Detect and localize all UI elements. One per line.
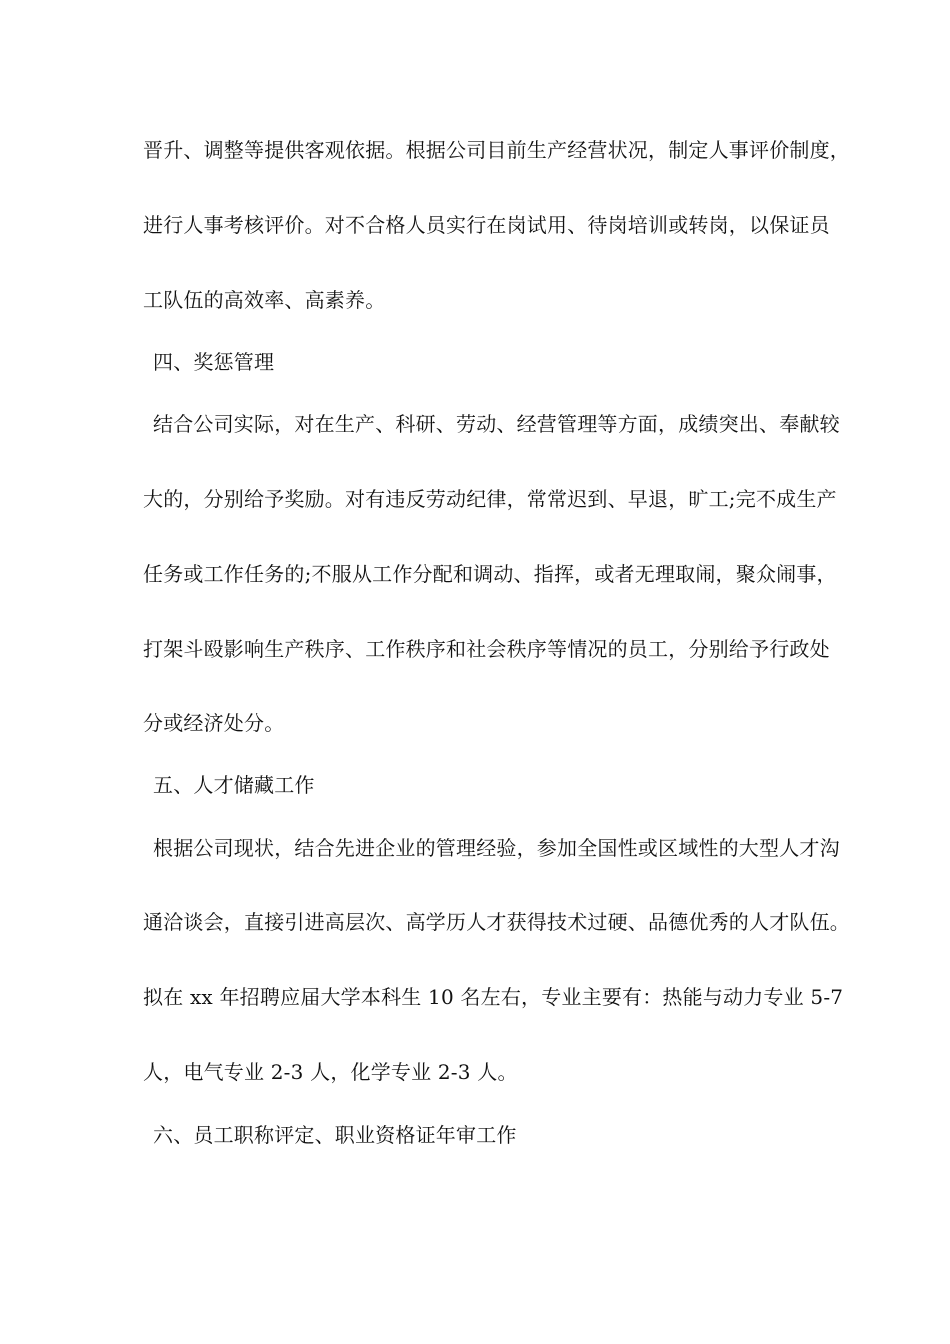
body-text-line: 拟在 xx 年招聘应届大学本科生 10 名左右，专业主要有：热能与动力专业 5-7	[143, 985, 844, 1009]
section-heading-4: 四、奖惩管理	[153, 350, 275, 374]
body-text-line: 根据公司现状，结合先进企业的管理经验，参加全国性或区域性的大型人才沟	[153, 836, 840, 860]
body-text-line: 打架斗殴影响生产秩序、工作秩序和社会秩序等情况的员工，分别给予行政处	[143, 637, 830, 661]
body-text-line: 进行人事考核评价。对不合格人员实行在岗试用、待岗培训或转岗，以保证员	[143, 213, 830, 237]
body-text-line: 工队伍的高效率、高素养。	[143, 288, 386, 312]
section-heading-6: 六、员工职称评定、职业资格证年审工作	[153, 1123, 517, 1147]
body-text-line: 分或经济处分。	[143, 711, 285, 735]
body-text-line: 晋升、调整等提供客观依据。根据公司目前生产经营状况，制定人事评价制度，	[143, 138, 850, 162]
body-text-line: 大的，分别给予奖励。对有违反劳动纪律，常常迟到、早退，旷工;完不成生产	[143, 487, 837, 511]
body-text-line: 结合公司实际，对在生产、科研、劳动、经营管理等方面，成绩突出、奉献较	[153, 412, 840, 436]
section-heading-5: 五、人才储藏工作	[153, 773, 315, 797]
body-text-line: 通洽谈会，直接引进高层次、高学历人才获得技术过硬、品德优秀的人才队伍。	[143, 910, 850, 934]
body-text-line: 任务或工作任务的;不服从工作分配和调动、指挥，或者无理取闹，聚众闹事，	[143, 562, 837, 586]
body-text-line: 人，电气专业 2-3 人，化学专业 2-3 人。	[143, 1060, 518, 1084]
